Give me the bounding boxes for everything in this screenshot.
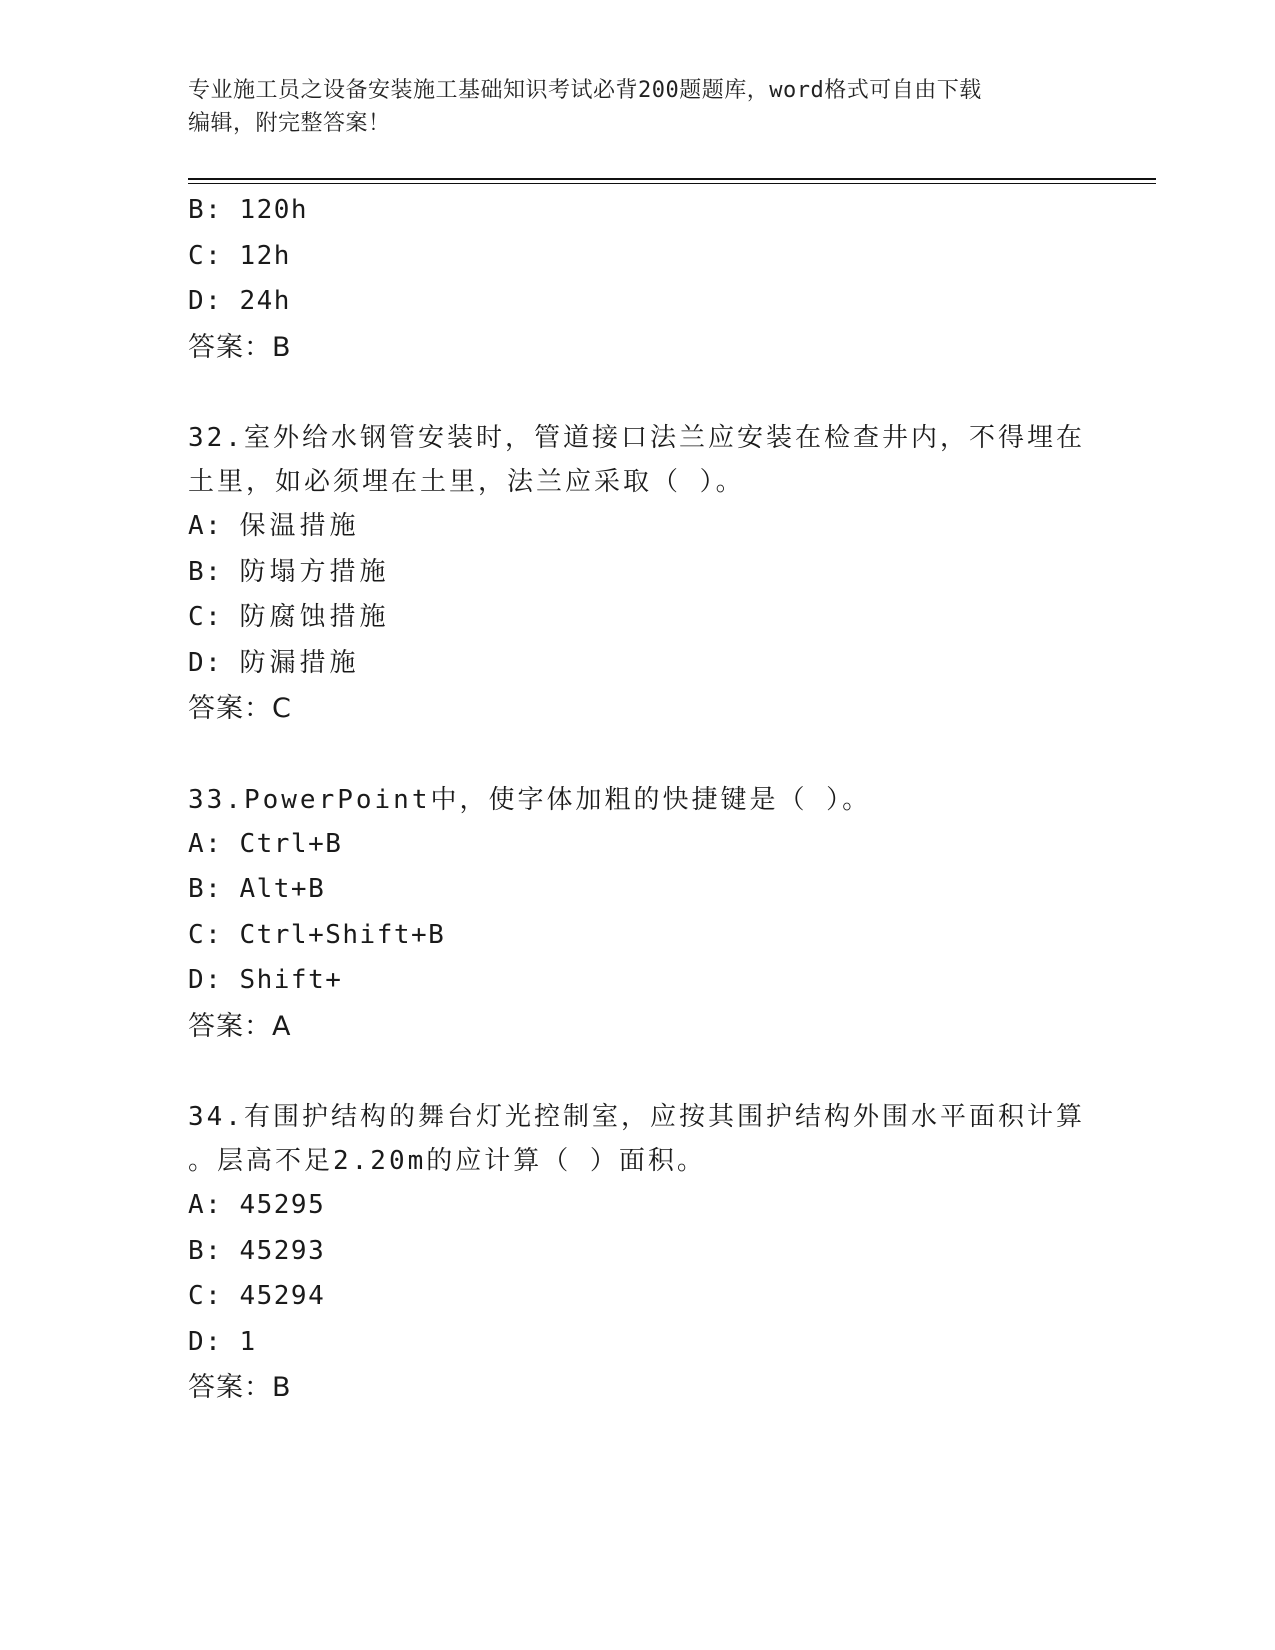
spacer: [188, 370, 1088, 416]
question-line: 土里，如必须埋在土里，法兰应采取（ ）。: [188, 467, 745, 497]
option-b: B: 防塌方措施: [188, 556, 390, 587]
answer-line: 答案：C: [188, 693, 292, 724]
question-text: [188, 1095, 1085, 1183]
page-header: [188, 74, 1088, 140]
option-b: B: 120h: [188, 195, 309, 225]
header-line-2: 编辑，附完整答案！: [188, 111, 391, 136]
option-a: A: 45295: [188, 1190, 326, 1220]
option-d: D: Shift+: [188, 965, 343, 995]
option-c: C: 12h: [188, 240, 291, 271]
option-c: C: Ctrl+Shift+B: [188, 919, 446, 950]
question-line: 32.室外给水钢管安装时，管道接口法兰应安装在检查井内，不得埋在: [188, 423, 1085, 453]
question-line: 33.PowerPoint中，使字体加粗的快捷键是（ ）。: [188, 784, 872, 815]
option-a: A: 保温措施: [188, 511, 360, 541]
question-block-33: [188, 778, 1088, 1050]
question-text: [188, 416, 1085, 504]
option-c: C: 防腐蚀措施: [188, 602, 390, 632]
answer-line: 答案：B: [188, 1372, 292, 1403]
answer-line: 答案：A: [188, 1010, 292, 1042]
option-b: B: 45293: [188, 1235, 326, 1266]
option-a: A: Ctrl+B: [188, 828, 343, 859]
header-rule-thick: [188, 178, 1156, 180]
prev-question-block: [188, 188, 1088, 370]
option-b: B: Alt+B: [188, 874, 326, 904]
question-line: 。层高不足2.20m的应计算（ ）面积。: [188, 1146, 706, 1176]
question-text: [188, 778, 1078, 822]
spacer: [188, 1049, 1088, 1095]
option-d: D: 24h: [188, 286, 291, 316]
option-d: D: 防漏措施: [188, 647, 360, 678]
question-line: 34.有围护结构的舞台灯光控制室，应按其围护结构外围水平面积计算: [188, 1102, 1085, 1132]
spacer: [188, 732, 1088, 778]
option-c: C: 45294: [188, 1281, 326, 1311]
option-d: D: 1: [188, 1326, 257, 1357]
question-block-32: [188, 416, 1088, 732]
document-body: [188, 188, 1088, 1411]
answer-line: 答案：B: [188, 331, 292, 363]
header-line-1: 专业施工员之设备安装施工基础知识考试必背200题题库，word格式可自由下载: [188, 78, 982, 103]
question-block-34: [188, 1095, 1088, 1411]
header-rule-thin: [188, 183, 1156, 184]
